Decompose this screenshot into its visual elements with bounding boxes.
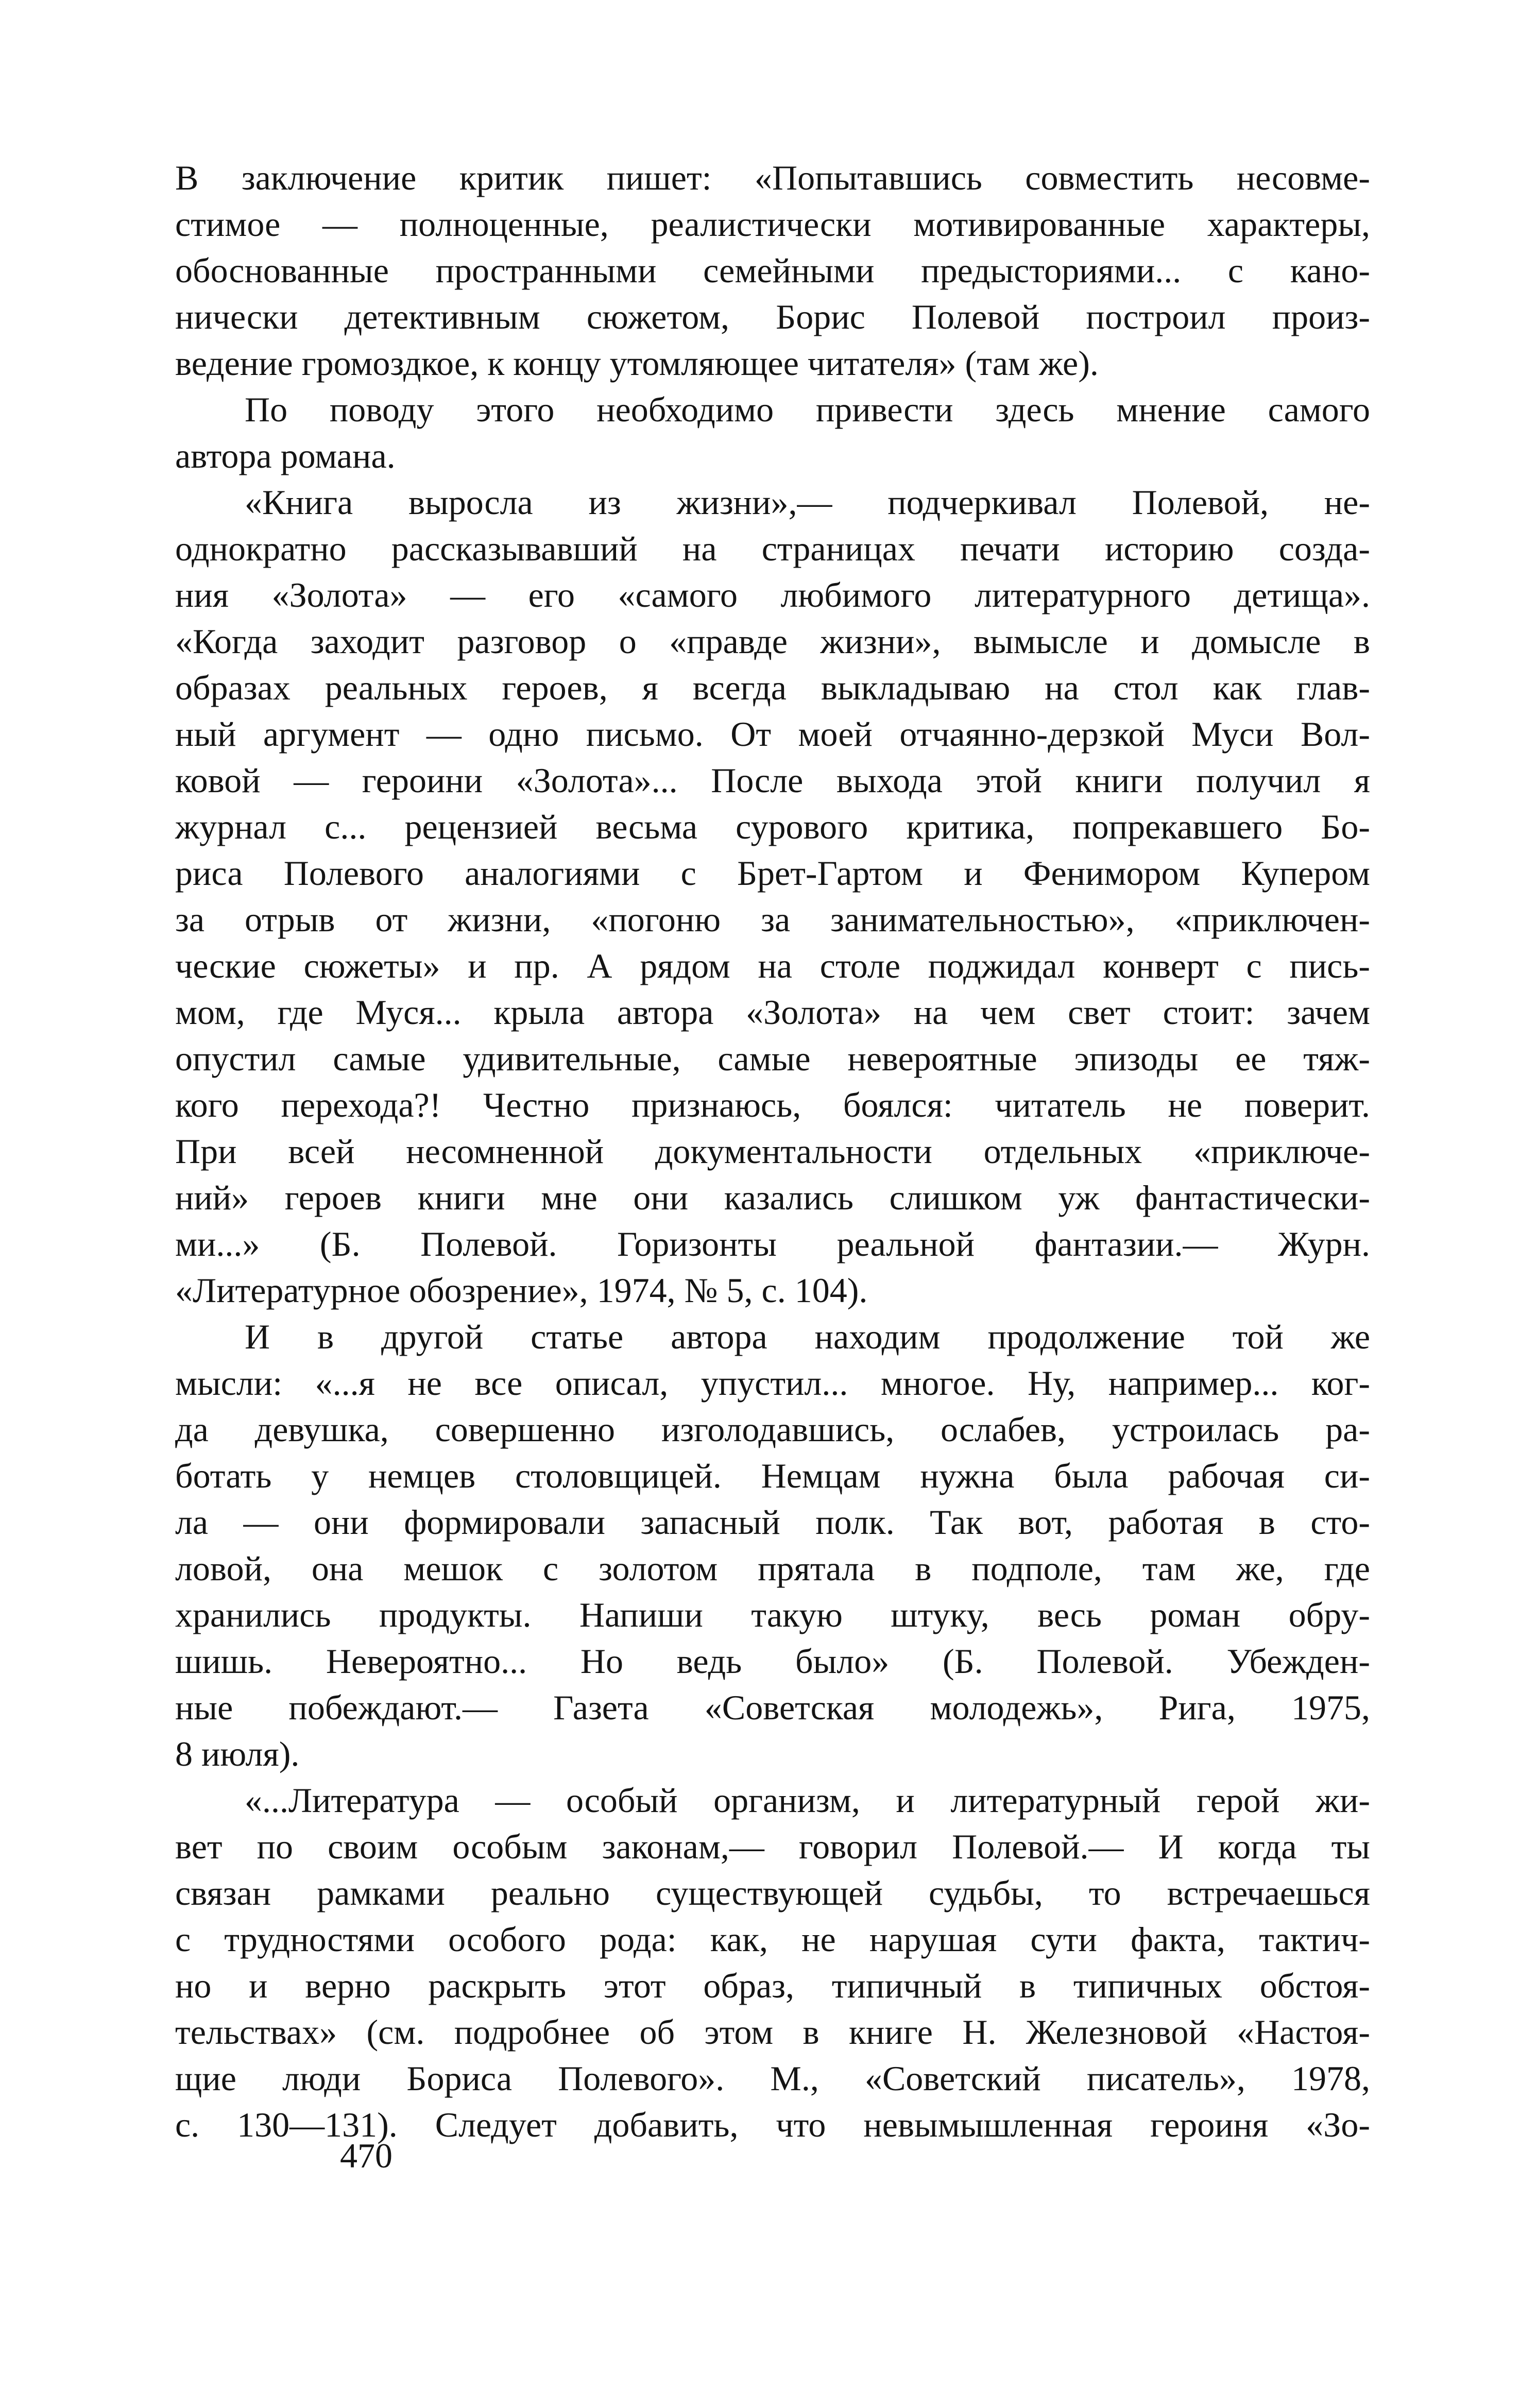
text-line: риса Полевого аналогиями с Брет-Гартом и Фенимором Купером <box>175 853 1370 893</box>
text-line: опустил самые удивительные, самые невероятные эпизоды ее тяж- <box>175 1039 1370 1078</box>
paragraph <box>175 1777 1370 2148</box>
text-line: хранились продукты. Напиши такую штуку, весь роман обру- <box>175 1595 1370 1634</box>
text-line: однократно рассказывавший на страницах печати историю созда- <box>175 529 1370 568</box>
text-line: ные побеждают.— Газета «Советская молодежь», Рига, 1975, <box>175 1688 1370 1727</box>
text-line: с. 130—131). Следует добавить, что невымышленная героиня «Зо- <box>175 2105 1370 2144</box>
text-line: автора романа. <box>175 436 396 475</box>
text-line: но и верно раскрыть этот образ, типичный в типичных обстоя- <box>175 1966 1370 2005</box>
paragraph <box>175 1313 1370 1777</box>
text-line: «Книга выросла из жизни»,— подчеркивал Полевой, не- <box>245 483 1370 522</box>
text-line: мом, где Муся... крыла автора «Золота» на чем свет стоит: зачем <box>175 993 1370 1032</box>
text-line: В заключение критик пишет: «Попытавшись совместить несовме- <box>175 158 1370 197</box>
text-line: образах реальных героев, я всегда выкладываю на стол как глав- <box>175 668 1370 707</box>
text-line: ний» героев книги мне они казались слишком уж фантастически- <box>175 1178 1370 1217</box>
text-line: стимое — полноценные, реалистически мотивированные характеры, <box>175 204 1370 244</box>
text-line: ведение громоздкое, к концу утомляющее читателя» (там же). <box>175 344 1099 383</box>
text-line: 8 июля). <box>175 1734 300 1773</box>
text-line: связан рамками реально существующей судьбы, то встречаешься <box>175 1873 1370 1912</box>
text-line: «...Литература — особый организм, и литературный герой жи- <box>245 1781 1370 1820</box>
paragraph <box>175 479 1370 1313</box>
text-line: «Литературное обозрение», 1974, № 5, с. 104). <box>175 1271 868 1310</box>
text-line: кого перехода?! Честно признаюсь, боялся: читатель не поверит. <box>175 1085 1370 1124</box>
text-line: за отрыв от жизни, «погоню за занимательностью», «приключен- <box>175 900 1370 939</box>
text-line: По поводу этого необходимо привести здесь мнение самого <box>245 390 1370 429</box>
text-line: нически детективным сюжетом, Борис Полевой построил произ- <box>175 297 1370 336</box>
text-line: мысли: «...я не все описал, упустил... многое. Ну, например... ког- <box>175 1363 1370 1403</box>
text-line: ческие сюжеты» и пр. А рядом на столе поджидал конверт с пись- <box>175 946 1370 985</box>
text-line: И в другой статье автора находим продолжение той же <box>245 1317 1370 1356</box>
text-line: При всей несомненной документальности отдельных «приключе- <box>175 1132 1370 1171</box>
text-line: вет по своим особым законам,— говорил Полевой.— И когда ты <box>175 1827 1370 1866</box>
page-body <box>175 155 1370 2148</box>
text-line: журнал с... рецензией весьма сурового критика, попрекавшего Бо- <box>175 807 1370 846</box>
text-line: ла — они формировали запасный полк. Так вот, работая в сто- <box>175 1502 1370 1542</box>
paragraph <box>175 155 1370 386</box>
text-line: «Когда заходит разговор о «правде жизни», вымысле и домысле в <box>175 622 1370 661</box>
text-line: ния «Золота» — его «самого любимого литературного детища». <box>175 575 1370 614</box>
text-line: с трудностями особого рода: как, не нарушая сути факта, тактич- <box>175 1920 1370 1959</box>
text-line: тельствах» (см. подробнее об этом в книге Н. Железновой «Настоя- <box>175 2012 1370 2052</box>
text-line: шишь. Невероятно... Но ведь было» (Б. Полевой. Убежден- <box>175 1642 1370 1681</box>
text-line: ловой, она мешок с золотом прятала в подполе, там же, где <box>175 1549 1370 1588</box>
paragraph <box>175 386 1370 479</box>
text-line: ный аргумент — одно письмо. От моей отчаянно-дерзкой Муси Вол- <box>175 714 1370 754</box>
text-line: щие люди Бориса Полевого». М., «Советский писатель», 1978, <box>175 2059 1370 2098</box>
text-line: обоснованные пространными семейными предысториями... с кано- <box>175 251 1370 290</box>
page-number: 470 <box>340 2136 392 2175</box>
text-line: ковой — героини «Золота»... После выхода этой книги получил я <box>175 761 1370 800</box>
text-line: ми...» (Б. Полевой. Горизонты реальной фантазии.— Журн. <box>175 1224 1370 1263</box>
text-line: ботать у немцев столовщицей. Немцам нужна была рабочая си- <box>175 1456 1370 1495</box>
text-line: да девушка, совершенно изголодавшись, ослабев, устроилась ра- <box>175 1410 1370 1449</box>
